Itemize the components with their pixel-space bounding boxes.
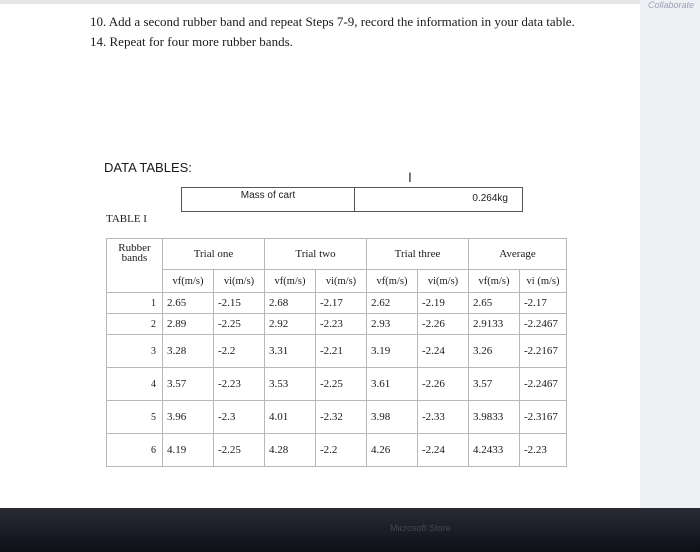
table-cell: 3.96 (163, 401, 214, 434)
column-header: vf(m/s) (265, 270, 316, 293)
column-header: vi(m/s) (214, 270, 265, 293)
table-row (107, 293, 567, 314)
group-trial-two: Trial two (265, 239, 367, 270)
table-cell: 3.98 (367, 401, 418, 434)
taskbar-label: Microsoft Store (390, 523, 451, 533)
table-cell: 2.65 (469, 293, 520, 314)
column-header: vi(m/s) (418, 270, 469, 293)
table-cell: -2.3167 (520, 401, 567, 434)
table-cell: 3.26 (469, 335, 520, 368)
table-cell: 2.93 (367, 314, 418, 335)
table-cell: -2.17 (316, 293, 367, 314)
side-panel (640, 0, 700, 552)
table-cell: -2.25 (214, 314, 265, 335)
rubber-bands-header: Rubber bands (107, 239, 163, 293)
table-cell: 2.62 (367, 293, 418, 314)
group-average: Average (469, 239, 567, 270)
table-row (107, 335, 567, 368)
brand-label: Collaborate (648, 0, 695, 10)
table-cell: -2.26 (418, 368, 469, 401)
taskbar (0, 508, 700, 552)
table-cell: 3.31 (265, 335, 316, 368)
table-cell: -2.25 (316, 368, 367, 401)
table-cell: -2.24 (418, 335, 469, 368)
table-cell: 3.19 (367, 335, 418, 368)
table-row (107, 401, 567, 434)
group-trial-one: Trial one (163, 239, 265, 270)
table-row (107, 434, 567, 467)
data-tables-title: DATA TABLES: (104, 160, 192, 175)
table-cell: -2.3 (214, 401, 265, 434)
row-number: 3 (107, 335, 163, 368)
table-cell: -2.23 (214, 368, 265, 401)
mass-label: Mass of cart (182, 188, 355, 211)
table-cell: 3.61 (367, 368, 418, 401)
instruction-step-10: 10. Add a second rubber band and repeat Steps 7-9, record the information in your data table. (90, 14, 575, 29)
table-title: TABLE I (106, 213, 147, 225)
table-cell: 3.57 (469, 368, 520, 401)
column-header: vi(m/s) (316, 270, 367, 293)
table-cell: 3.9833 (469, 401, 520, 434)
column-header: vf(m/s) (367, 270, 418, 293)
row-number: 6 (107, 434, 163, 467)
table-cell: 4.28 (265, 434, 316, 467)
table-cell: -2.32 (316, 401, 367, 434)
table-cell: 4.19 (163, 434, 214, 467)
table-cell: 2.65 (163, 293, 214, 314)
table-cell: 2.89 (163, 314, 214, 335)
table-cell: 2.92 (265, 314, 316, 335)
table-cell: -2.24 (418, 434, 469, 467)
table-cell: -2.2467 (520, 368, 567, 401)
row-number: 1 (107, 293, 163, 314)
group-trial-three: Trial three (367, 239, 469, 270)
table-cell: 2.9133 (469, 314, 520, 335)
top-strip (0, 0, 640, 4)
table-cell: 3.53 (265, 368, 316, 401)
table-cell: -2.23 (520, 434, 567, 467)
table-cell: 4.2433 (469, 434, 520, 467)
text-cursor-icon: I (408, 169, 412, 185)
instruction-step-14: 14. Repeat for four more rubber bands. (90, 34, 293, 49)
table-cell: 4.26 (367, 434, 418, 467)
row-number: 5 (107, 401, 163, 434)
table-cell: 3.57 (163, 368, 214, 401)
table-cell: -2.2467 (520, 314, 567, 335)
table-cell: -2.2 (214, 335, 265, 368)
data-table (106, 238, 567, 467)
table-cell: -2.15 (214, 293, 265, 314)
table-cell: -2.2167 (520, 335, 567, 368)
table-cell: 3.28 (163, 335, 214, 368)
table-cell: -2.21 (316, 335, 367, 368)
table-row (107, 368, 567, 401)
row-number: 4 (107, 368, 163, 401)
table-cell: 4.01 (265, 401, 316, 434)
group-header-row (107, 239, 567, 270)
table-row (107, 314, 567, 335)
mass-of-cart-row (181, 187, 523, 212)
table-cell: -2.23 (316, 314, 367, 335)
table-cell: -2.26 (418, 314, 469, 335)
column-header: vf(m/s) (469, 270, 520, 293)
row-number: 2 (107, 314, 163, 335)
table-cell: -2.17 (520, 293, 567, 314)
table-cell: -2.33 (418, 401, 469, 434)
table-cell: -2.2 (316, 434, 367, 467)
column-header-row (107, 270, 567, 293)
table-cell: -2.19 (418, 293, 469, 314)
mass-value: 0.264kg (472, 193, 508, 204)
table-cell: 2.68 (265, 293, 316, 314)
column-header: vf(m/s) (163, 270, 214, 293)
table-cell: -2.25 (214, 434, 265, 467)
column-header: vi (m/s) (520, 270, 567, 293)
